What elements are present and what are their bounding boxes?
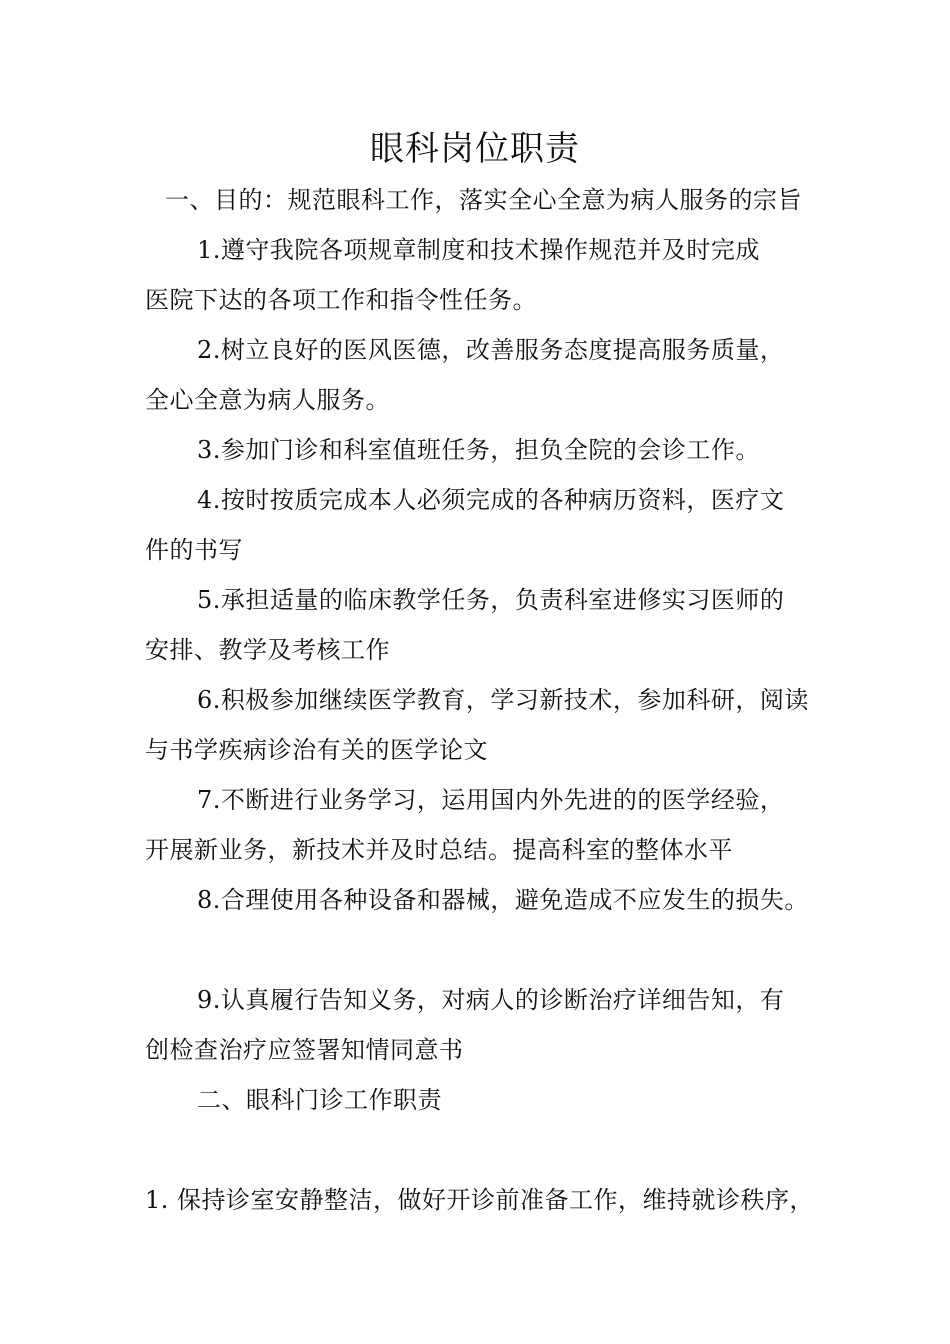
item-1-line-2: 医院下达的各项工作和指令性任务。 — [145, 286, 537, 314]
item-6-line-1: 6.积极参加继续医学教育，学习新技术，参加科研，阅读 — [197, 686, 809, 714]
item-1-line-1: 1.遵守我院各项规章制度和技术操作规范并及时完成 — [197, 236, 760, 264]
item-5-line-1: 5.承担适量的临床教学任务，负责科室进修实习医师的 — [197, 586, 785, 614]
item-9-line-2: 创检查治疗应签署知情同意书 — [145, 1036, 464, 1064]
item-5-line-2: 安排、教学及考核工作 — [145, 636, 390, 664]
item-2-line-1: 2.树立良好的医风医德，改善服务态度提高服务质量， — [197, 336, 785, 364]
item-9-line-1: 9.认真履行告知义务，对病人的诊断治疗详细告知，有 — [197, 986, 785, 1014]
item-7-line-1: 7.不断进行业务学习，运用国内外先进的的医学经验， — [197, 786, 785, 814]
section-heading-purpose: 一、目的：规范眼科工作，落实全心全意为病人服务的宗旨 — [165, 186, 802, 214]
outpatient-item-1-line-1: 1. 保持诊室安静整洁，做好开诊前准备工作，维持就诊秩序， — [145, 1186, 815, 1214]
item-8-line-1: 8.合理使用各种设备和器械，避免造成不应发生的损失。 — [197, 886, 809, 914]
item-2-line-2: 全心全意为病人服务。 — [145, 386, 390, 414]
item-6-line-2: 与书学疾病诊治有关的医学论文 — [145, 736, 488, 764]
item-3-line-1: 3.参加门诊和科室值班任务，担负全院的会诊工作。 — [197, 436, 760, 464]
document-title: 眼科岗位职责 — [370, 129, 580, 169]
item-4-line-2: 件的书写 — [145, 536, 243, 564]
section-heading-outpatient: 二、眼科门诊工作职责 — [197, 1086, 442, 1114]
item-7-line-2: 开展新业务，新技术并及时总结。提高科室的整体水平 — [145, 836, 733, 864]
item-4-line-1: 4.按时按质完成本人必须完成的各种病历资料，医疗文 — [197, 486, 785, 514]
